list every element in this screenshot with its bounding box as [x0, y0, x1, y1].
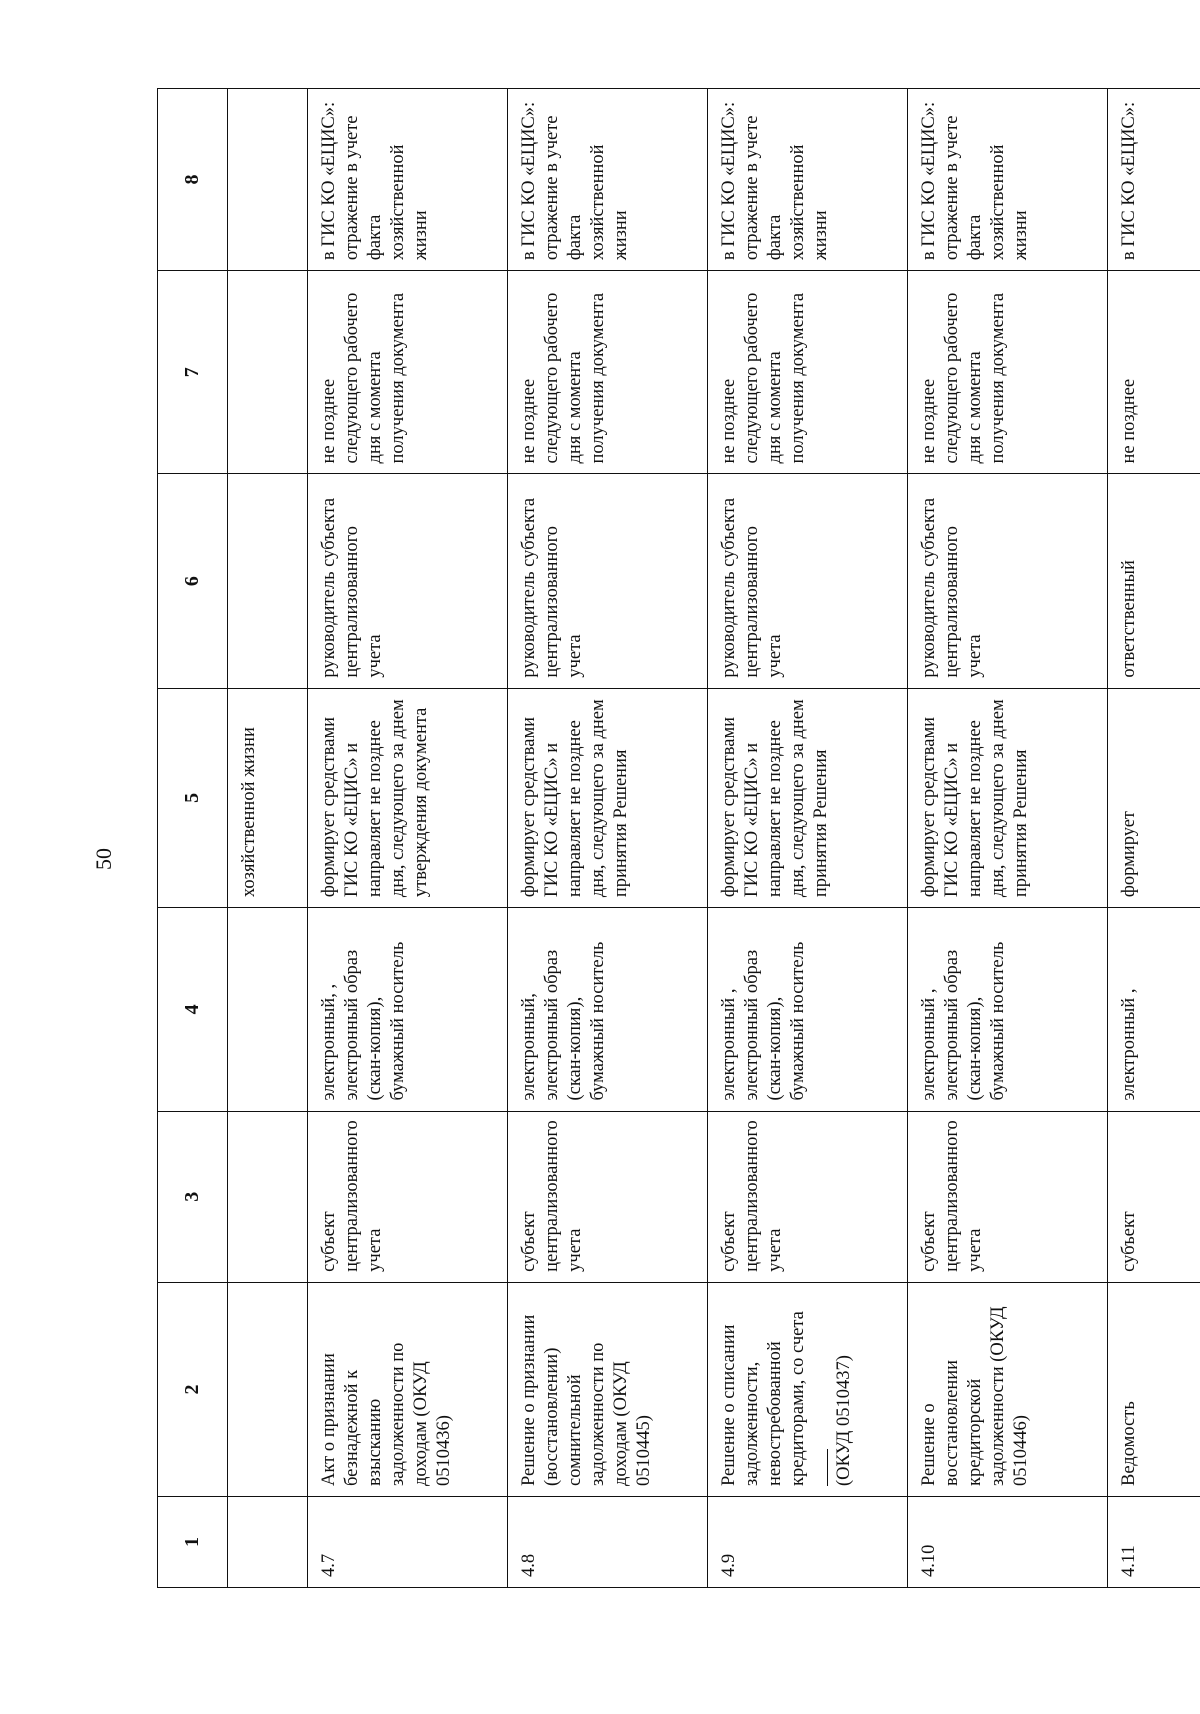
creator: субъект централизованного учета	[908, 1111, 1108, 1282]
creator: субъект централизованного учета	[308, 1111, 508, 1282]
column-header-1: 1	[158, 1497, 228, 1588]
procedure: формирует средствами ГИС КО «ЕЦИС» и направляет не позднее дня, следующего за днем принятия Решения	[708, 688, 908, 907]
table-row	[708, 89, 908, 1588]
row-number: 4.8	[508, 1497, 708, 1588]
responsible: ответственный	[1108, 474, 1200, 688]
table-cell	[228, 474, 308, 688]
column-header-6: 6	[158, 474, 228, 688]
column-header-8: 8	[158, 89, 228, 271]
document-name: Ведомость	[1108, 1282, 1200, 1496]
document-name	[708, 1282, 908, 1496]
responsible: руководитель субъекта централизованного учета	[708, 474, 908, 688]
row-number: 4.7	[308, 1497, 508, 1588]
continuation-row	[228, 89, 308, 1588]
result: в ГИС КО «ЕЦИС»: отражение в учете факта хозяйственной жизни	[908, 89, 1108, 271]
column-header-5: 5	[158, 688, 228, 907]
procedure: формирует средствами ГИС КО «ЕЦИС» и направляет не позднее дня, следующего за днем принятия Решения	[908, 688, 1108, 907]
row-number: 4.11	[1108, 1497, 1200, 1588]
table-cell	[228, 1497, 308, 1588]
document-code: (ОКУД 0510437)	[833, 1355, 854, 1486]
column-header-7: 7	[158, 271, 228, 474]
table-cell	[228, 89, 308, 271]
page-number: 50	[91, 848, 116, 870]
table-row	[908, 89, 1108, 1588]
result: в ГИС КО «ЕЦИС»: отражение в учете факта хозяйственной жизни	[308, 89, 508, 271]
procedure: формирует средствами ГИС КО «ЕЦИС» и направляет не позднее дня, следующего за днем утверждения документа	[308, 688, 508, 907]
table-cell	[228, 908, 308, 1111]
document-format: электронный ,	[1108, 908, 1200, 1111]
document-name-blank	[811, 1449, 831, 1486]
document-table	[157, 88, 1200, 1588]
procedure: формирует	[1108, 688, 1200, 907]
row-number: 4.9	[708, 1497, 908, 1588]
deadline: не позднее следующего рабочего дня с момента получения документа	[508, 271, 708, 474]
creator: субъект централизованного учета	[708, 1111, 908, 1282]
result: в ГИС КО «ЕЦИС»: отражение в учете факта хозяйственной жизни	[508, 89, 708, 271]
table-row	[1108, 89, 1200, 1588]
column-header-4: 4	[158, 908, 228, 1111]
table-cell	[228, 271, 308, 474]
document-name-text: Решение о списании задолженности, невостребованной кредиторами, со счета	[719, 1311, 808, 1486]
result: в ГИС КО «ЕЦИС»:	[1108, 89, 1200, 271]
creator: субъект	[1108, 1111, 1200, 1282]
responsible: руководитель субъекта централизованного учета	[508, 474, 708, 688]
deadline: не позднее следующего рабочего дня с момента получения документа	[908, 271, 1108, 474]
rotated-table-container	[157, 88, 1200, 1588]
deadline: не позднее	[1108, 271, 1200, 474]
table-cell	[228, 1111, 308, 1282]
document-name: Акт о признании безнадежной к взысканию задолженности по доходам (ОКУД 0510436)	[308, 1282, 508, 1496]
document-format: электронный , электронный образ (скан-копия), бумажный носитель	[708, 908, 908, 1111]
header-row	[158, 89, 228, 1588]
column-header-2: 2	[158, 1282, 228, 1496]
table-cell	[228, 1282, 308, 1496]
table-cell: хозяйственной жизни	[228, 688, 308, 907]
table-row	[308, 89, 508, 1588]
responsible: руководитель субъекта централизованного учета	[308, 474, 508, 688]
document-format: электронный, , электронный образ (скан-копия), бумажный носитель	[308, 908, 508, 1111]
result: в ГИС КО «ЕЦИС»: отражение в учете факта хозяйственной жизни	[708, 89, 908, 271]
column-header-3: 3	[158, 1111, 228, 1282]
document-name: Решение о признании (восстановлении) сомнительной задолженности по доходам (ОКУД 0510445)	[508, 1282, 708, 1496]
document-format: электронный , электронный образ (скан-копия), бумажный носитель	[908, 908, 1108, 1111]
document-format: электронный, электронный образ (скан-копия), бумажный носитель	[508, 908, 708, 1111]
row-number: 4.10	[908, 1497, 1108, 1588]
deadline: не позднее следующего рабочего дня с момента получения документа	[708, 271, 908, 474]
table-row	[508, 89, 708, 1588]
responsible: руководитель субъекта централизованного учета	[908, 474, 1108, 688]
procedure: формирует средствами ГИС КО «ЕЦИС» и направляет не позднее дня, следующего за днем принятия Решения	[508, 688, 708, 907]
creator: субъект централизованного учета	[508, 1111, 708, 1282]
deadline: не позднее следующего рабочего дня с момента получения документа	[308, 271, 508, 474]
document-name: Решение о восстановлении кредиторской задолженности (ОКУД 0510446)	[908, 1282, 1108, 1496]
